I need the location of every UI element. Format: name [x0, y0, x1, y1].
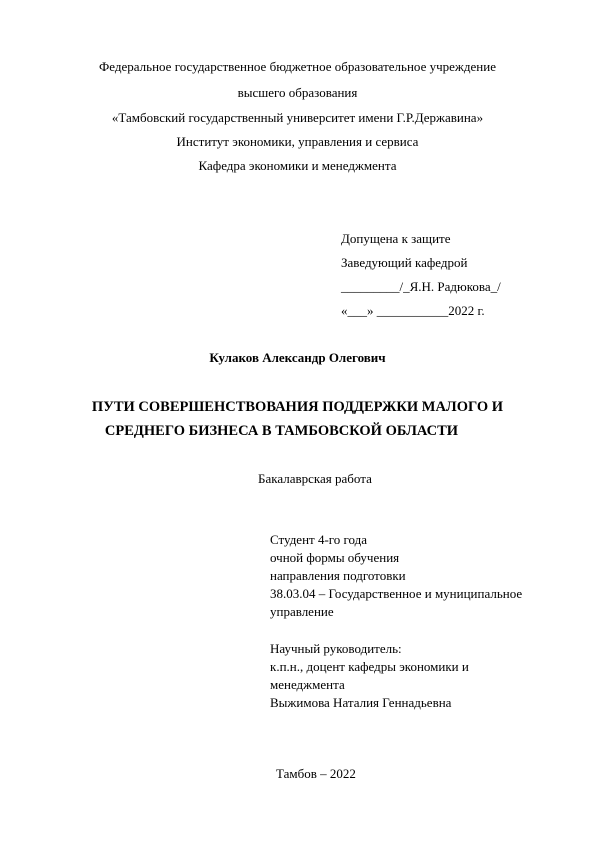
student-direction-end: управление [270, 604, 334, 619]
approval-signature-line: _________/_Я.Н. Радюкова_/ [341, 279, 501, 294]
thesis-title-line1: ПУТИ СОВЕРШЕНСТВОВАНИЯ ПОДДЕРЖКИ МАЛОГО И [91, 399, 504, 415]
institution-type: Федеральное государственное бюджетное образовательное учреждение [99, 59, 496, 74]
author-name: Кулаков Александр Олегович [209, 350, 386, 365]
university-name: «Тамбовский государственный университет имени Г.Р.Державина» [111, 110, 484, 125]
approval-status: Допущена к защите [341, 231, 451, 246]
student-direction-code: 38.03.04 – Государственное и муниципальное [270, 586, 523, 601]
supervisor-label: Научный руководитель: [270, 641, 402, 656]
city-year: Тамбов – 2022 [276, 766, 356, 781]
supervisor-position: к.п.н., доцент кафедры экономики и [270, 659, 469, 674]
thesis-title-line2: СРЕДНЕГО БИЗНЕСА В ТАМБОВСКОЙ ОБЛАСТИ [104, 423, 459, 439]
institute-name: Институт экономики, управления и сервиса [176, 134, 419, 149]
approval-date-line: «___» ___________2022 г. [341, 303, 485, 318]
department-name: Кафедра экономики и менеджмента [198, 158, 397, 173]
work-type: Бакалаврская работа [258, 471, 372, 486]
approval-head-title: Заведующий кафедрой [341, 255, 468, 270]
student-year: Студент 4-го года [270, 532, 368, 547]
supervisor-position-cont: менеджмента [270, 677, 345, 692]
education-level: высшего образования [237, 85, 358, 100]
student-direction-label: направления подготовки [270, 568, 406, 583]
student-form: очной формы обучения [270, 550, 400, 565]
supervisor-name: Выжимова Наталия Геннадьевна [270, 695, 452, 710]
